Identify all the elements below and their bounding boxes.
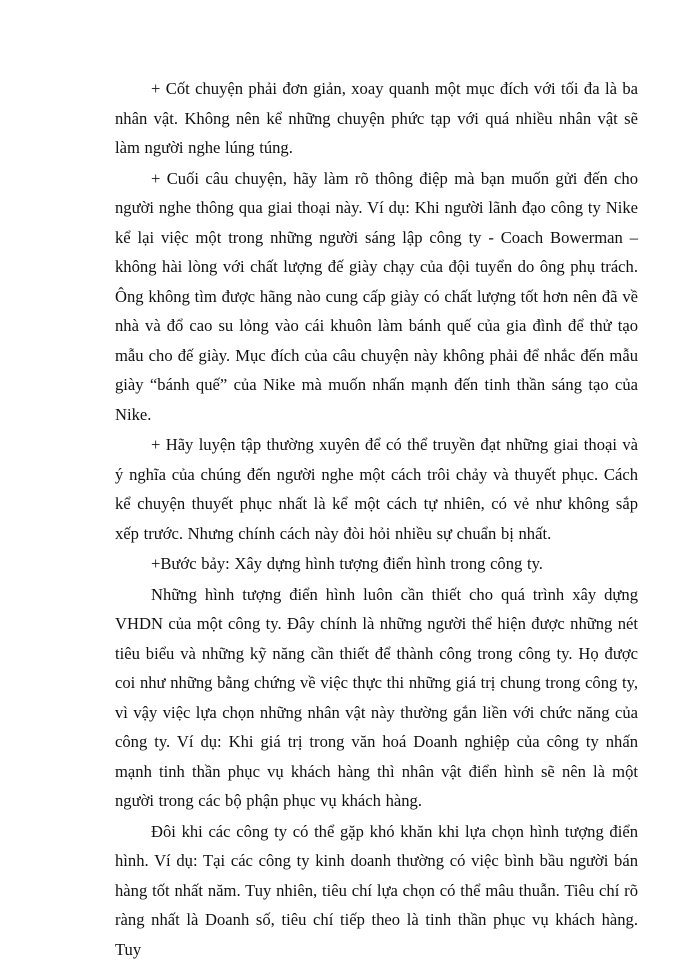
paragraph-selection-difficulty: Đôi khi các công ty có thể gặp khó khăn khi lựa chọn hình tượng điển hình. Ví dụ: Tại các công ty kinh doanh thường có việc bình bầu người bán hàng tốt nhất năm. Tuy nhiên, tiêu chí lựa chọn có thể mâu thuẫn. Tiêu chí rõ ràng nhất là Doanh số, tiêu chí tiếp theo là tinh thần phục vụ khách hàng. Tuy [115,817,638,964]
paragraph-step-seven-heading: +Bước bảy: Xây dựng hình tượng điển hình trong công ty. [115,549,638,579]
paragraph-typical-figures: Những hình tượng điển hình luôn cần thiết cho quá trình xây dựng VHDN của một công ty. Đây chính là những người thể hiện được những nét tiêu biểu và những kỹ năng cần thiết để thành công trong công ty. Họ được coi như những bằng chứng về việc thực thi những giá trị chung trong công ty, vì vậy việc lựa chọn những nhân vật này thường gắn liền với chức năng của công ty. Ví dụ: Khi giá trị trong văn hoá Doanh nghiệp của công ty nhấn mạnh tinh thần phục vụ khách hàng thì nhân vật điển hình sẽ nên là một người trong các bộ phận phục vụ khách hàng. [115,580,638,816]
paragraph-story-message: + Cuối câu chuyện, hãy làm rõ thông điệp mà bạn muốn gửi đến cho người nghe thông qua giai thoại này. Ví dụ: Khi người lãnh đạo công ty Nike kể lại việc một trong những người sáng lập công ty - Coach Bowerman – không hài lòng với chất lượng đế giày chạy của đội tuyển do ông phụ trách. Ông không tìm được hãng nào cung cấp giày có chất lượng tốt hơn nên đã về nhà và đổ cao su lỏng vào cái khuôn làm bánh quế của gia đình để thử tạo mẫu cho đế giày. Mục đích của câu chuyện này không phải để nhắc đến mẫu giày “bánh quế” của Nike mà muốn nhấn mạnh đến tinh thần sáng tạo của Nike. [115,164,638,430]
paragraph-plot-simple: + Cốt chuyện phải đơn giản, xoay quanh một mục đích với tối đa là ba nhân vật. Không nên kể những chuyện phức tạp với quá nhiều nhân vật sẽ làm người nghe lúng túng. [115,74,638,163]
paragraph-practice: + Hãy luyện tập thường xuyên để có thể truyền đạt những giai thoại và ý nghĩa của chúng đến người nghe một cách trôi chảy và thuyết phục. Cách kể chuyện thuyết phục nhất là kể một cách tự nhiên, có vẻ như không sắp xếp trước. Nhưng chính cách này đòi hỏi nhiều sự chuẩn bị nhất. [115,430,638,548]
